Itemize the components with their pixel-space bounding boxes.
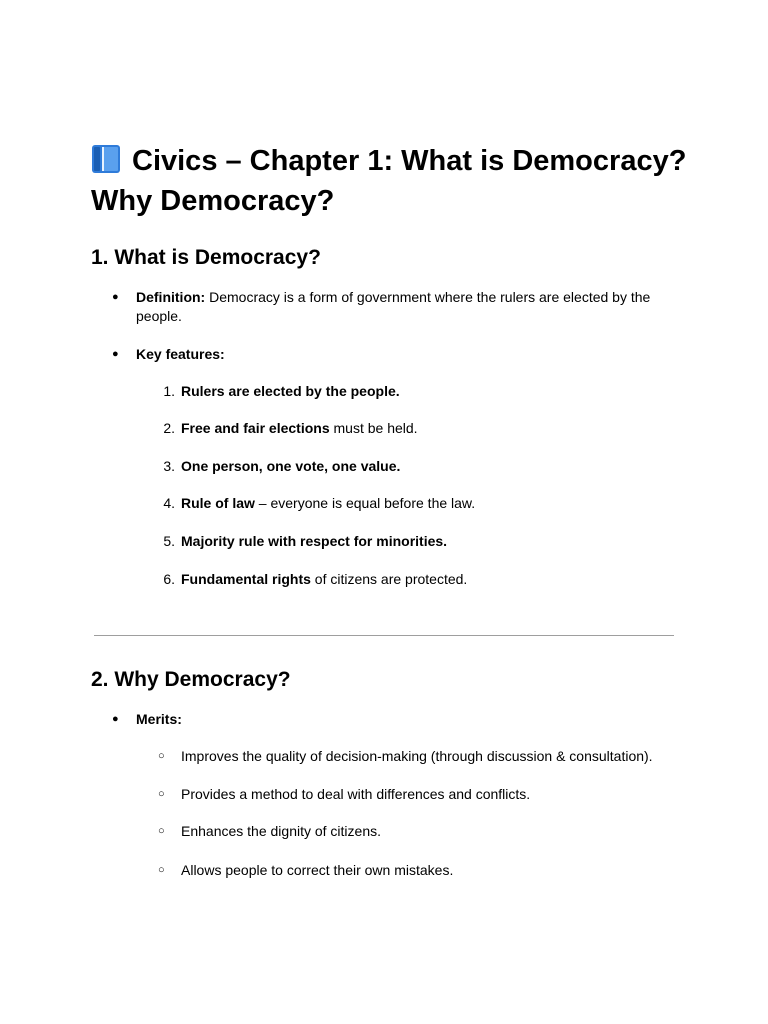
document-title <box>91 141 691 221</box>
list-number: 5. <box>163 533 175 549</box>
merit-text: Improves the quality of decision-making (through discussion & consultation). <box>181 748 653 764</box>
list-number: 3. <box>163 458 175 474</box>
definition-label: Definition: <box>136 289 206 305</box>
bullet-icon: ● <box>112 348 119 360</box>
definition-text <box>136 288 656 326</box>
hollow-bullet-icon: ○ <box>158 750 165 762</box>
section-heading-what-is-democracy: 1. What is Democracy? <box>91 246 321 269</box>
merit-text: Allows people to correct their own mistakes. <box>181 862 454 878</box>
list-number: 1. <box>163 383 175 399</box>
merit-text: Enhances the dignity of citizens. <box>181 823 382 839</box>
blue-book-icon <box>91 144 121 174</box>
key-feature-text: Free and fair elections must be held. <box>181 420 418 436</box>
list-number: 4. <box>163 495 175 511</box>
key-feature-text: Rulers are elected by the people. <box>181 383 400 399</box>
bullet-icon: ● <box>112 291 119 303</box>
horizontal-divider <box>94 635 674 636</box>
section-heading-why-democracy: 2. Why Democracy? <box>91 668 291 691</box>
hollow-bullet-icon: ○ <box>158 788 165 800</box>
merits-label: Merits: <box>136 711 182 727</box>
key-features-label: Key features: <box>136 346 225 362</box>
definition-body: Democracy is a form of government where the rulers are elected by the people. <box>136 289 651 324</box>
hollow-bullet-icon: ○ <box>158 825 165 837</box>
merit-text: Provides a method to deal with differences and conflicts. <box>181 786 531 802</box>
bullet-icon: ● <box>112 713 119 725</box>
document-title-text: Civics – Chapter 1: What is Democracy? Why Democracy? <box>91 145 687 217</box>
key-feature-text: One person, one vote, one value. <box>181 458 401 474</box>
key-feature-text: Fundamental rights of citizens are protected. <box>181 571 468 587</box>
hollow-bullet-icon: ○ <box>158 864 165 876</box>
key-feature-text: Rule of law – everyone is equal before the law. <box>181 495 476 511</box>
list-number: 6. <box>163 571 175 587</box>
key-feature-text: Majority rule with respect for minorities. <box>181 533 448 549</box>
list-number: 2. <box>163 420 175 436</box>
